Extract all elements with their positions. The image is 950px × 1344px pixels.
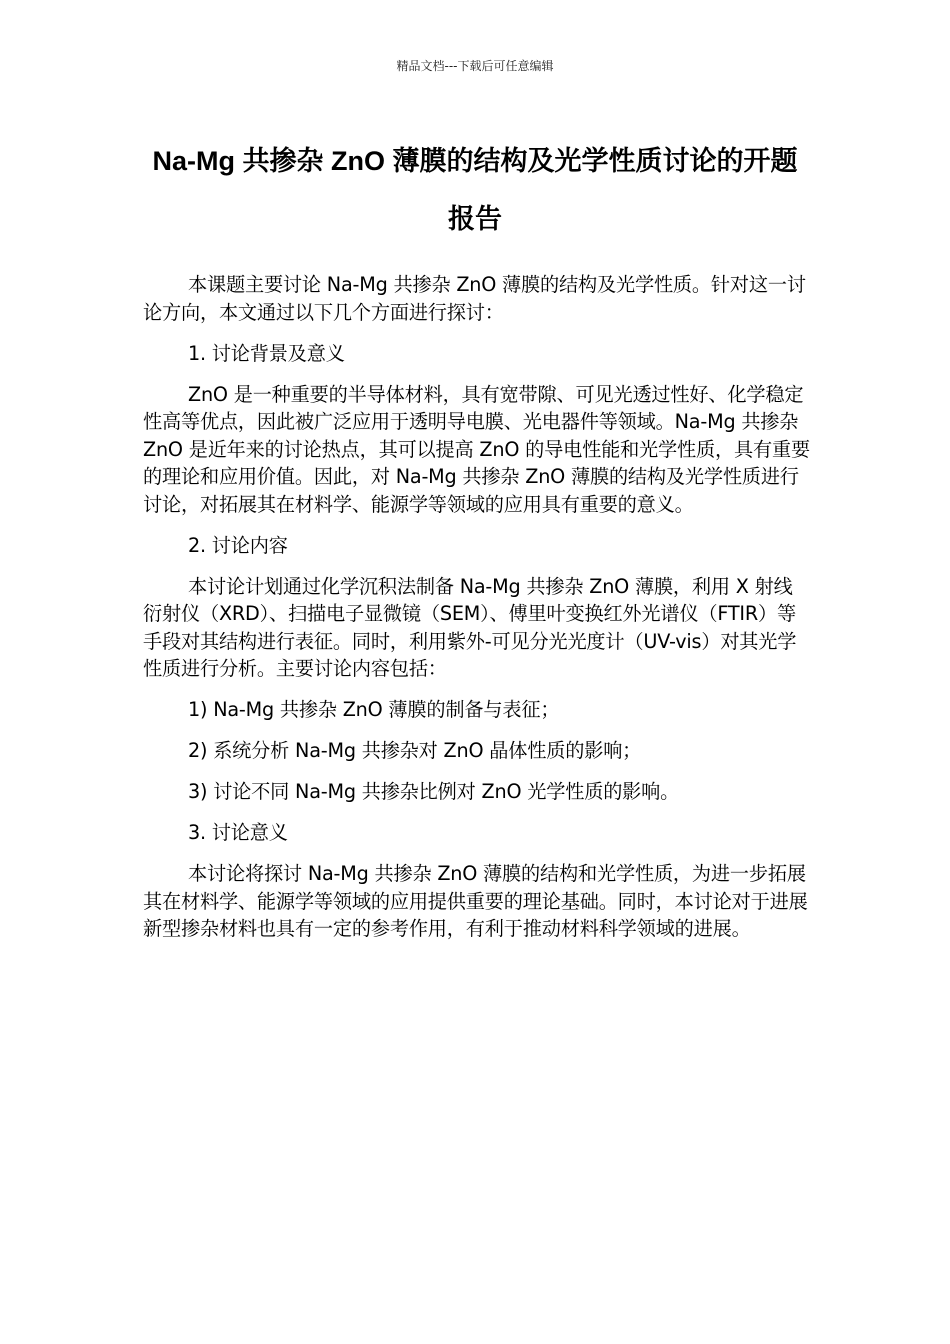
section-heading-significance: 3. 讨论意义: [188, 821, 288, 844]
document-title: Na-Mg 共掺杂 ZnO 薄膜的结构及光学性质讨论的开题报告: [152, 146, 798, 234]
document-body: [143, 271, 811, 956]
intro-paragraph: 本课题主要讨论 Na-Mg 共掺杂 ZnO 薄膜的结构及光学性质。针对这一讨论方向，本文通过以下几个方面进行探讨：: [143, 273, 806, 324]
section-heading-content: 2. 讨论内容: [188, 533, 288, 557]
header-note: 精品文档---下载后可任意编辑: [396, 59, 554, 73]
content-list-item: 3) 讨论不同 Na-Mg 共掺杂比例对 ZnO 光学性质的影响。: [188, 780, 680, 803]
section-heading-background: 1. 讨论背景及意义: [188, 341, 345, 365]
content-list-item: 1) Na-Mg 共掺杂 ZnO 薄膜的制备与表征；: [188, 698, 560, 721]
section-paragraph-significance: 本讨论将探讨 Na-Mg 共掺杂 ZnO 薄膜的结构和光学性质，为进一步拓展其在材料学、能源学等领域的应用提供重要的理论基础。同时，本讨论对于进展新型掺杂材料也具有一定的参考作用，有利于推动材料科学领域的进展。: [143, 862, 808, 940]
content-list-item: 2) 系统分析 Na-Mg 共掺杂对 ZnO 晶体性质的影响；: [188, 739, 642, 762]
section-paragraph-content: 本讨论计划通过化学沉积法制备 Na-Mg 共掺杂 ZnO 薄膜，利用 X 射线衍射仪（XRD）、扫描电子显微镜（SEM）、傅里叶变换红外光谱仪（FTIR）等手段对其结构进行表征。同时，利用紫外-可见分光光度计（UV-vis）对其光学性质进行分析。主要讨论内容包括：: [143, 574, 797, 680]
section-paragraph-background: ZnO 是一种重要的半导体材料，具有宽带隙、可见光透过性好、化学稳定性高等优点，因此被广泛应用于透明导电膜、光电器件等领域。Na-Mg 共掺杂 ZnO 是近年来的讨论热点，其可以提高 ZnO 的导电性能和光学性质，具有重要的理论和应用价值。因此，对 Na-Mg 共掺杂 ZnO 薄膜的结构及光学性质进行讨论，对拓展其在材料学、能源学等领域的应用具有重要的意义。: [143, 382, 810, 516]
